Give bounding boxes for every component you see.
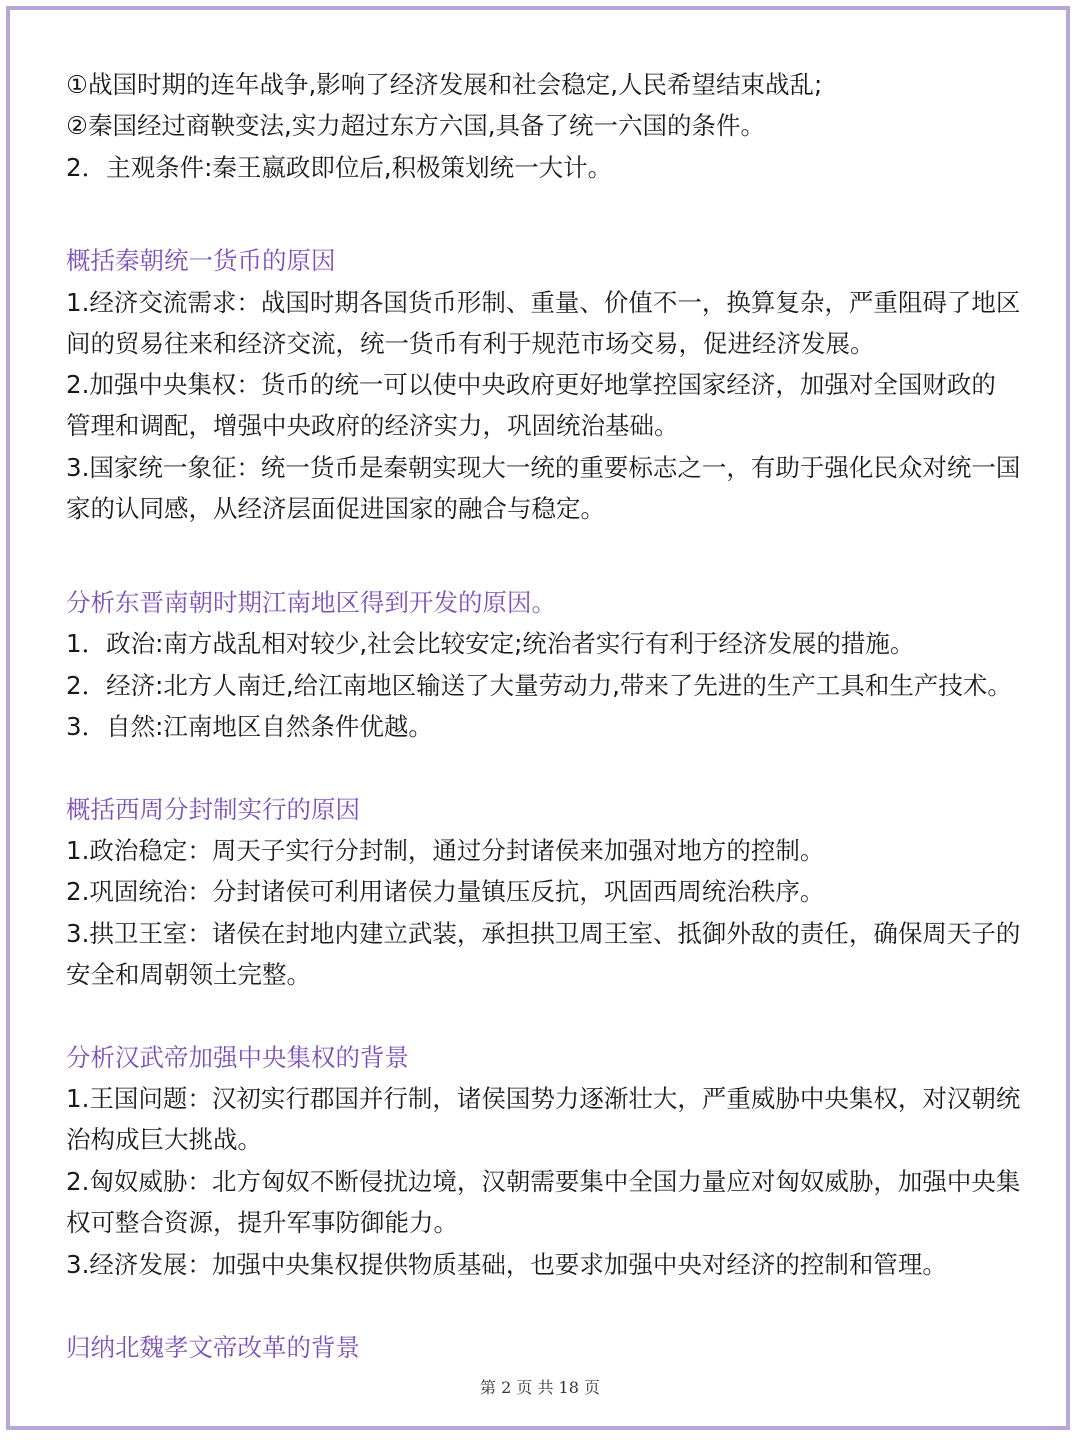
text-line-zhou-3a: 3.拱卫王室：诸侯在封地内建立武装，承担拱卫周王室、抵御外敌的责任，确保周天子的 <box>66 919 1021 948</box>
text-line-jiangnan-2: 2．经济:北方人南迁,给江南地区输送了大量劳动力,带来了先进的生产工具和生产技术。 <box>66 671 1012 700</box>
text-line-zhou-2: 2.巩固统治：分封诸侯可利用诸侯力量镇压反抗，巩固西周统治秩序。 <box>66 877 825 906</box>
text-line-jiangnan-1: 1．政治:南方战乱相对较少,社会比较安定;统治者实行有利于经济发展的措施。 <box>66 629 915 658</box>
text-line-cond-1: ①战国时期的连年战争,影响了经济发展和社会稳定,人民希望结束战乱; <box>66 70 823 99</box>
text-line-subjective-condition: 2．主观条件:秦王嬴政即位后,积极策划统一大计。 <box>66 153 613 182</box>
text-line-zhou-3b: 安全和周朝领土完整。 <box>66 960 311 989</box>
section-heading-han-wudi: 分析汉武帝加强中央集权的背景 <box>66 1043 409 1072</box>
text-line-han-1a: 1.王国问题：汉初实行郡国并行制，诸侯国势力逐渐壮大，严重威胁中央集权，对汉朝统 <box>66 1084 1021 1113</box>
section-heading-northern-wei: 归纳北魏孝文帝改革的背景 <box>66 1333 360 1362</box>
text-line-zhou-1: 1.政治稳定：周天子实行分封制，通过分封诸侯来加强对地方的控制。 <box>66 836 825 865</box>
text-line-currency-2a: 2.加强中央集权：货币的统一可以使中央政府更好地掌控国家经济，加强对全国财政的 <box>66 370 996 399</box>
text-line-han-3: 3.经济发展：加强中央集权提供物质基础，也要求加强中央对经济的控制和管理。 <box>66 1250 947 1279</box>
text-line-currency-1b: 间的贸易往来和经济交流，统一货币有利于规范市场交易，促进经济发展。 <box>66 329 875 358</box>
text-line-currency-2b: 管理和调配，增强中央政府的经济实力，巩固统治基础。 <box>66 411 679 440</box>
section-heading-qin-currency: 概括秦朝统一货币的原因 <box>66 246 336 275</box>
text-line-currency-3a: 3.国家统一象征：统一货币是秦朝实现大一统的重要标志之一，有助于强化民众对统一国 <box>66 453 1021 482</box>
text-line-cond-2: ②秦国经过商鞅变法,实力超过东方六国,具备了统一六国的条件。 <box>66 111 766 140</box>
text-line-han-1b: 治构成巨大挑战。 <box>66 1125 262 1154</box>
text-line-currency-1a: 1.经济交流需求：战国时期各国货币形制、重量、价值不一，换算复杂，严重阻碍了地区 <box>66 288 1021 317</box>
section-heading-western-zhou: 概括西周分封制实行的原因 <box>66 795 360 824</box>
section-heading-jiangnan: 分析东晋南朝时期江南地区得到开发的原因。 <box>66 588 556 617</box>
text-line-han-2b: 权可整合资源，提升军事防御能力。 <box>66 1208 458 1237</box>
page-number: 第 2 页 共 18 页 <box>480 1378 600 1397</box>
text-line-han-2a: 2.匈奴威胁：北方匈奴不断侵扰边境，汉朝需要集中全国力量应对匈奴威胁，加强中央集 <box>66 1167 1021 1196</box>
text-line-currency-3b: 家的认同感，从经济层面促进国家的融合与稳定。 <box>66 494 605 523</box>
text-line-jiangnan-3: 3．自然:江南地区自然条件优越。 <box>66 712 433 741</box>
